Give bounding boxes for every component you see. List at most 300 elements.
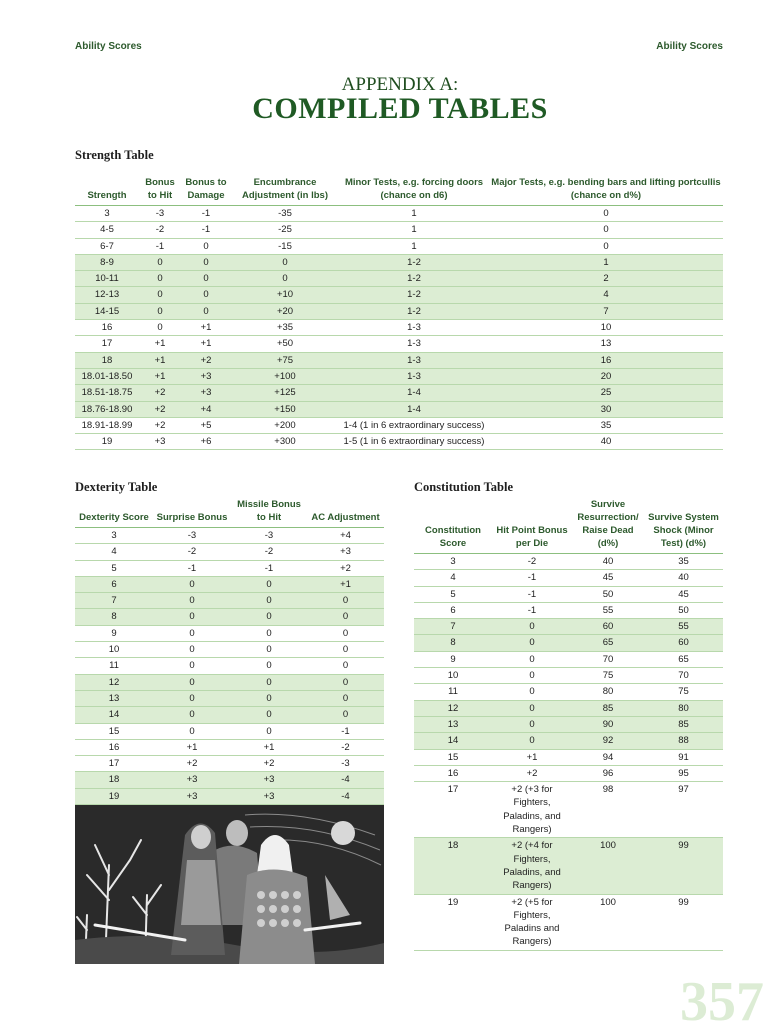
table-cell: 18 xyxy=(414,838,492,894)
table-row xyxy=(75,238,723,254)
table-cell: +1 xyxy=(153,739,231,755)
running-head-right: Ability Scores xyxy=(656,41,723,52)
table-cell: 0 xyxy=(153,642,231,658)
table-cell: 18 xyxy=(75,772,153,788)
table-cell: -1 xyxy=(181,222,231,238)
table-cell: 0 xyxy=(181,287,231,303)
moon-icon xyxy=(331,821,355,845)
table-cell: 0 xyxy=(139,271,181,287)
table-cell: 50 xyxy=(572,586,644,602)
table-cell: +1 xyxy=(181,320,231,336)
table-row xyxy=(75,576,384,592)
table-cell: 3 xyxy=(75,206,139,222)
table-cell: 0 xyxy=(231,658,307,674)
table-cell: 1-3 xyxy=(339,368,489,384)
table-cell: 0 xyxy=(231,593,307,609)
table-cell: 18.01-18.50 xyxy=(75,368,139,384)
table-cell: 0 xyxy=(231,674,307,690)
table-cell: 0 xyxy=(492,733,572,749)
table-cell: -1 xyxy=(492,586,572,602)
table-cell: 0 xyxy=(231,254,339,270)
table-cell: 0 xyxy=(307,674,384,690)
table-cell: 1-4 xyxy=(339,385,489,401)
table-cell: 5 xyxy=(75,560,153,576)
table-cell: +75 xyxy=(231,352,339,368)
table-cell: 99 xyxy=(644,894,723,950)
table-cell: 35 xyxy=(644,554,723,570)
table-cell: 45 xyxy=(572,570,644,586)
table-cell: 99 xyxy=(644,838,723,894)
table-cell: +4 xyxy=(181,401,231,417)
table-cell: 0 xyxy=(231,271,339,287)
table-cell: +2 (+5 for Fighters, Paladins and Rangers) xyxy=(492,894,572,950)
table-cell: 95 xyxy=(644,765,723,781)
table-cell: 85 xyxy=(644,716,723,732)
table-cell: 0 xyxy=(307,625,384,641)
dexterity-table xyxy=(75,496,384,805)
table-row xyxy=(75,336,723,352)
table-cell: +3 xyxy=(153,788,231,804)
table-cell: +1 xyxy=(231,739,307,755)
table-cell: 65 xyxy=(572,635,644,651)
table-cell: 3 xyxy=(414,554,492,570)
table-cell: 60 xyxy=(572,619,644,635)
table-cell: 14-15 xyxy=(75,303,139,319)
table-row xyxy=(414,684,723,700)
table-cell: 10-11 xyxy=(75,271,139,287)
table-row xyxy=(414,782,723,838)
table-cell: 9 xyxy=(414,651,492,667)
table-cell: +2 (+3 for Fighters, Paladins, and Rangers) xyxy=(492,782,572,838)
table-cell: 0 xyxy=(307,690,384,706)
strength-column-header: Bonus to Hit xyxy=(139,174,181,206)
table-cell: 0 xyxy=(153,609,231,625)
constitution-column-header: Survive Resurrection/ Raise Dead (d%) xyxy=(572,496,644,554)
table-cell: 55 xyxy=(572,602,644,618)
table-cell: -1 xyxy=(231,560,307,576)
table-row xyxy=(75,271,723,287)
table-cell: 0 xyxy=(307,593,384,609)
table-cell: 0 xyxy=(153,593,231,609)
table-cell: 16 xyxy=(489,352,723,368)
dexterity-column-header: Surprise Bonus xyxy=(153,496,231,528)
strength-column-header: Encumbrance Adjustment (in lbs) xyxy=(231,174,339,206)
table-cell: +1 xyxy=(139,336,181,352)
table-cell: 0 xyxy=(492,700,572,716)
table-row xyxy=(414,894,723,950)
table-cell: 0 xyxy=(489,206,723,222)
table-cell: 1-4 (1 in 6 extraordinary success) xyxy=(339,417,489,433)
table-cell: 1-4 xyxy=(339,401,489,417)
table-cell: 0 xyxy=(181,254,231,270)
table-cell: 0 xyxy=(307,707,384,723)
table-cell: 13 xyxy=(75,690,153,706)
table-cell: 0 xyxy=(153,674,231,690)
table-cell: 15 xyxy=(414,749,492,765)
table-cell: 15 xyxy=(75,723,153,739)
table-row xyxy=(75,368,723,384)
table-cell: 0 xyxy=(153,658,231,674)
table-cell: +3 xyxy=(307,544,384,560)
table-cell: 13 xyxy=(489,336,723,352)
table-cell: +35 xyxy=(231,320,339,336)
table-row xyxy=(75,707,384,723)
table-cell: 94 xyxy=(572,749,644,765)
table-row xyxy=(75,222,723,238)
table-cell: 88 xyxy=(644,733,723,749)
table-cell: 30 xyxy=(489,401,723,417)
table-cell: 16 xyxy=(75,320,139,336)
table-cell: 92 xyxy=(572,733,644,749)
table-cell: 91 xyxy=(644,749,723,765)
table-cell: 20 xyxy=(489,368,723,384)
table-cell: -1 xyxy=(153,560,231,576)
table-row xyxy=(414,733,723,749)
table-cell: 45 xyxy=(644,586,723,602)
table-cell: 13 xyxy=(414,716,492,732)
table-cell: 40 xyxy=(489,434,723,450)
table-cell: +150 xyxy=(231,401,339,417)
table-cell: 1-3 xyxy=(339,320,489,336)
dexterity-column-header: AC Adjustment xyxy=(307,496,384,528)
table-row xyxy=(75,625,384,641)
table-row xyxy=(75,206,723,222)
table-row xyxy=(75,417,723,433)
table-row xyxy=(75,287,723,303)
table-cell: 0 xyxy=(153,576,231,592)
table-cell: +50 xyxy=(231,336,339,352)
table-row xyxy=(75,593,384,609)
constitution-column-header: Hit Point Bonus per Die xyxy=(492,496,572,554)
table-cell: 1-3 xyxy=(339,352,489,368)
strength-column-header: Bonus to Damage xyxy=(181,174,231,206)
table-cell: 16 xyxy=(75,739,153,755)
table-cell: 8-9 xyxy=(75,254,139,270)
table-row xyxy=(75,303,723,319)
strength-table-title: Strength Table xyxy=(75,148,154,162)
table-row xyxy=(75,788,384,804)
table-cell: 0 xyxy=(231,690,307,706)
table-cell: 0 xyxy=(492,684,572,700)
table-cell: -4 xyxy=(307,772,384,788)
table-cell: 9 xyxy=(75,625,153,641)
table-cell: 80 xyxy=(644,700,723,716)
constitution-column-header: Survive System Shock (Minor Test) (d%) xyxy=(644,496,723,554)
constitution-table xyxy=(414,496,723,951)
table-cell: 70 xyxy=(572,651,644,667)
table-cell: +3 xyxy=(153,772,231,788)
table-cell: -25 xyxy=(231,222,339,238)
table-cell: -1 xyxy=(139,238,181,254)
table-row xyxy=(75,434,723,450)
table-cell: 10 xyxy=(414,668,492,684)
table-cell: 0 xyxy=(307,642,384,658)
table-row xyxy=(414,838,723,894)
table-cell: 4 xyxy=(489,287,723,303)
table-row xyxy=(414,700,723,716)
table-row xyxy=(414,651,723,667)
table-cell: 10 xyxy=(75,642,153,658)
table-cell: 0 xyxy=(492,619,572,635)
table-cell: 0 xyxy=(181,303,231,319)
table-row xyxy=(75,674,384,690)
strength-column-header: Minor Tests, e.g. forcing doors (chance on d6) xyxy=(339,174,489,206)
table-cell: 0 xyxy=(231,707,307,723)
table-row xyxy=(75,560,384,576)
table-cell: 0 xyxy=(153,707,231,723)
table-cell: 12 xyxy=(414,700,492,716)
table-cell: +3 xyxy=(181,385,231,401)
table-cell: 17 xyxy=(75,336,139,352)
table-cell: 12-13 xyxy=(75,287,139,303)
table-cell: 0 xyxy=(492,668,572,684)
table-row xyxy=(75,385,723,401)
table-cell: +2 xyxy=(492,765,572,781)
table-row xyxy=(414,668,723,684)
table-cell: -2 xyxy=(231,544,307,560)
table-cell: 8 xyxy=(414,635,492,651)
strength-column-header: Strength xyxy=(75,174,139,206)
table-cell: 17 xyxy=(414,782,492,838)
table-cell: +5 xyxy=(181,417,231,433)
table-cell: 19 xyxy=(75,788,153,804)
table-cell: 96 xyxy=(572,765,644,781)
table-cell: 0 xyxy=(492,635,572,651)
table-cell: 65 xyxy=(644,651,723,667)
table-cell: +200 xyxy=(231,417,339,433)
table-cell: +10 xyxy=(231,287,339,303)
table-cell: 1 xyxy=(339,206,489,222)
table-cell: +2 (+4 for Fighters, Paladins, and Rangers) xyxy=(492,838,572,894)
table-row xyxy=(414,619,723,635)
table-cell: 1 xyxy=(489,254,723,270)
table-cell: 70 xyxy=(644,668,723,684)
table-cell: 100 xyxy=(572,894,644,950)
table-cell: 18.76-18.90 xyxy=(75,401,139,417)
table-cell: -2 xyxy=(492,554,572,570)
table-cell: 7 xyxy=(414,619,492,635)
table-row xyxy=(75,544,384,560)
table-row xyxy=(75,739,384,755)
table-cell: +20 xyxy=(231,303,339,319)
table-cell: -3 xyxy=(153,528,231,544)
table-cell: 0 xyxy=(307,658,384,674)
table-cell: +2 xyxy=(307,560,384,576)
table-cell: 2 xyxy=(489,271,723,287)
table-row xyxy=(414,554,723,570)
table-cell: 0 xyxy=(492,651,572,667)
strength-column-header: Major Tests, e.g. bending bars and lifting portcullis (chance on d%) xyxy=(489,174,723,206)
table-cell: -15 xyxy=(231,238,339,254)
table-cell: 19 xyxy=(414,894,492,950)
table-cell: 0 xyxy=(492,716,572,732)
table-cell: 100 xyxy=(572,838,644,894)
dexterity-column-header: Missile Bonus to Hit xyxy=(231,496,307,528)
table-cell: 6 xyxy=(414,602,492,618)
table-cell: 14 xyxy=(75,707,153,723)
table-cell: 80 xyxy=(572,684,644,700)
table-cell: +2 xyxy=(153,756,231,772)
table-cell: +3 xyxy=(181,368,231,384)
table-cell: 4 xyxy=(414,570,492,586)
table-cell: -1 xyxy=(307,723,384,739)
table-row xyxy=(414,602,723,618)
table-row xyxy=(75,528,384,544)
table-cell: 14 xyxy=(414,733,492,749)
table-cell: -2 xyxy=(153,544,231,560)
table-cell: 16 xyxy=(414,765,492,781)
table-cell: +3 xyxy=(231,772,307,788)
table-cell: -2 xyxy=(139,222,181,238)
table-cell: 0 xyxy=(489,222,723,238)
table-cell: 0 xyxy=(181,238,231,254)
table-cell: 5 xyxy=(414,586,492,602)
table-cell: 12 xyxy=(75,674,153,690)
table-cell: 1-5 (1 in 6 extraordinary success) xyxy=(339,434,489,450)
table-cell: +125 xyxy=(231,385,339,401)
table-row xyxy=(75,723,384,739)
table-cell: 0 xyxy=(139,303,181,319)
running-head-left: Ability Scores xyxy=(75,41,142,52)
table-cell: 6-7 xyxy=(75,238,139,254)
table-cell: 0 xyxy=(231,625,307,641)
table-cell: 1-3 xyxy=(339,336,489,352)
table-cell: +2 xyxy=(181,352,231,368)
table-row xyxy=(75,772,384,788)
table-cell: 55 xyxy=(644,619,723,635)
table-cell: 85 xyxy=(572,700,644,716)
table-cell: -35 xyxy=(231,206,339,222)
table-row xyxy=(75,320,723,336)
table-cell: +2 xyxy=(231,756,307,772)
table-row xyxy=(414,716,723,732)
constitution-table-title: Constitution Table xyxy=(414,480,513,494)
table-cell: +1 xyxy=(492,749,572,765)
table-row xyxy=(414,570,723,586)
table-cell: -1 xyxy=(181,206,231,222)
table-cell: 0 xyxy=(153,690,231,706)
table-cell: 7 xyxy=(489,303,723,319)
table-cell: 0 xyxy=(139,287,181,303)
page-title: COMPILED TABLES xyxy=(252,92,548,125)
table-cell: +2 xyxy=(139,385,181,401)
table-cell: +300 xyxy=(231,434,339,450)
table-cell: +1 xyxy=(139,352,181,368)
table-cell: 0 xyxy=(307,609,384,625)
table-cell: +1 xyxy=(181,336,231,352)
adventurers-illustration xyxy=(75,805,384,964)
table-cell: -3 xyxy=(139,206,181,222)
table-cell: 97 xyxy=(644,782,723,838)
table-cell: 1-2 xyxy=(339,254,489,270)
table-cell: 11 xyxy=(414,684,492,700)
table-cell: 4 xyxy=(75,544,153,560)
table-row xyxy=(414,765,723,781)
table-cell: 75 xyxy=(644,684,723,700)
table-cell: 7 xyxy=(75,593,153,609)
table-cell: 40 xyxy=(644,570,723,586)
table-cell: 10 xyxy=(489,320,723,336)
table-row xyxy=(75,756,384,772)
table-cell: -1 xyxy=(492,602,572,618)
table-cell: +100 xyxy=(231,368,339,384)
table-cell: 1-2 xyxy=(339,287,489,303)
table-cell: 98 xyxy=(572,782,644,838)
table-cell: 90 xyxy=(572,716,644,732)
table-cell: 1 xyxy=(339,222,489,238)
table-row xyxy=(75,658,384,674)
table-cell: 11 xyxy=(75,658,153,674)
table-cell: -1 xyxy=(492,570,572,586)
table-cell: 0 xyxy=(231,609,307,625)
table-row xyxy=(414,749,723,765)
constitution-column-header: Constitution Score xyxy=(414,496,492,554)
table-cell: 50 xyxy=(644,602,723,618)
table-cell: +2 xyxy=(139,417,181,433)
table-row xyxy=(414,586,723,602)
table-cell: 18 xyxy=(75,352,139,368)
table-row xyxy=(75,642,384,658)
dexterity-table-title: Dexterity Table xyxy=(75,480,158,494)
table-cell: 1 xyxy=(339,238,489,254)
table-cell: 0 xyxy=(231,642,307,658)
table-row xyxy=(75,690,384,706)
table-cell: +6 xyxy=(181,434,231,450)
table-cell: -4 xyxy=(307,788,384,804)
table-cell: 18.91-18.99 xyxy=(75,417,139,433)
table-cell: 1-2 xyxy=(339,271,489,287)
table-cell: 0 xyxy=(139,254,181,270)
table-cell: -3 xyxy=(231,528,307,544)
table-cell: 6 xyxy=(75,576,153,592)
table-cell: 19 xyxy=(75,434,139,450)
table-cell: 75 xyxy=(572,668,644,684)
table-cell: 0 xyxy=(153,625,231,641)
table-cell: 0 xyxy=(231,723,307,739)
table-cell: 3 xyxy=(75,528,153,544)
table-row xyxy=(75,401,723,417)
strength-table xyxy=(75,174,723,450)
table-cell: 0 xyxy=(489,238,723,254)
table-cell: -3 xyxy=(307,756,384,772)
table-cell: 17 xyxy=(75,756,153,772)
table-cell: 0 xyxy=(153,723,231,739)
table-cell: 0 xyxy=(139,320,181,336)
table-cell: 1-2 xyxy=(339,303,489,319)
dexterity-column-header: Dexterity Score xyxy=(75,496,153,528)
appendix-label: APPENDIX A: xyxy=(341,74,459,95)
table-cell: +1 xyxy=(139,368,181,384)
table-cell: 0 xyxy=(231,576,307,592)
table-cell: 0 xyxy=(181,271,231,287)
table-cell: +1 xyxy=(307,576,384,592)
table-cell: +2 xyxy=(139,401,181,417)
table-cell: 40 xyxy=(572,554,644,570)
table-cell: 25 xyxy=(489,385,723,401)
page-number: 357 xyxy=(680,971,764,1033)
table-cell: +3 xyxy=(139,434,181,450)
table-cell: -2 xyxy=(307,739,384,755)
table-cell: 4-5 xyxy=(75,222,139,238)
table-row xyxy=(414,635,723,651)
table-cell: 35 xyxy=(489,417,723,433)
table-row xyxy=(75,609,384,625)
table-cell: +3 xyxy=(231,788,307,804)
table-cell: 18.51-18.75 xyxy=(75,385,139,401)
table-row xyxy=(75,352,723,368)
table-row xyxy=(75,254,723,270)
table-cell: +4 xyxy=(307,528,384,544)
